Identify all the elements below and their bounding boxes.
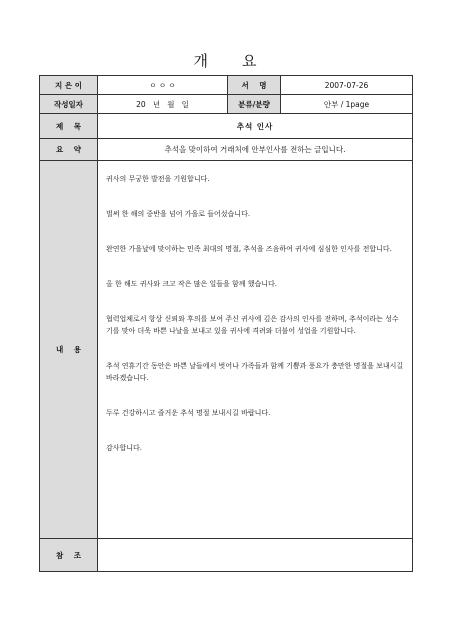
category-value[interactable]: 안부 / 1page	[281, 95, 413, 114]
reference-label: 참 조	[40, 539, 98, 572]
content-paragraph: 완연한 가을날에 맞이하는 민족 최대의 명절, 추석을 즈음하여 귀사에 심심한 인사를 전합니다.	[106, 245, 392, 253]
reference-value[interactable]	[98, 539, 413, 572]
created-value[interactable]: 20 년 월 일	[98, 95, 228, 114]
content-paragraph: 두루 건강하시고 즐거운 추석 명절 보내시길 바랍니다.	[106, 409, 271, 417]
created-label: 작성일자	[40, 95, 98, 114]
summary-form	[39, 75, 413, 572]
content-paragraph: 감사합니다.	[106, 444, 143, 452]
document-title	[0, 50, 450, 71]
author-label: 지 은 이	[40, 76, 98, 95]
author-value[interactable]: ㅇ ㅇ ㅇ	[98, 76, 228, 95]
row-created	[40, 95, 413, 114]
content-label: 내 용	[40, 161, 98, 539]
content-paragraph: 올 한 해도 귀사와 크고 작은 많은 일들을 함께 했습니다.	[106, 280, 278, 288]
content-paragraph: 벌써 한 해의 중반을 넘어 가을로 들어섰습니다.	[106, 210, 251, 218]
content-body	[98, 161, 412, 454]
content-cell[interactable]	[98, 161, 413, 539]
subject-label: 제 목	[40, 114, 98, 139]
row-subject	[40, 114, 413, 139]
subject-value[interactable]: 추석 인사	[98, 114, 413, 139]
category-label: 분류/분량	[228, 95, 281, 114]
sign-label: 서 명	[228, 76, 281, 95]
title-left: 개	[193, 52, 208, 70]
date-value[interactable]: 2007-07-26	[281, 76, 413, 95]
row-author	[40, 76, 413, 95]
summary-label: 요 약	[40, 139, 98, 161]
content-paragraph: 귀사의 무궁한 발전을 기원합니다.	[106, 175, 210, 183]
row-summary	[40, 139, 413, 161]
summary-value[interactable]: 추석을 맞이하여 거래처에 안부인사를 전하는 글입니다.	[98, 139, 413, 161]
row-content	[40, 161, 413, 539]
title-right: 요	[242, 52, 257, 70]
content-paragraph: 협력업체로서 항상 신뢰와 후의를 보여 주신 귀사에 깊은 감사의 인사를 전하며, 추석이라는 성수기를 맞아 더욱 바쁜 나날을 보내고 있을 귀사에 격려와 더불어 성업을 기원합니다.	[106, 315, 399, 335]
row-reference	[40, 539, 413, 572]
content-paragraph: 추석 연휴기간 동안은 바쁜 날들에서 벗어나 가족들과 함께 기쁨과 풍요가 충만한 명절을 보내시길 바라겠습니다.	[106, 362, 404, 382]
